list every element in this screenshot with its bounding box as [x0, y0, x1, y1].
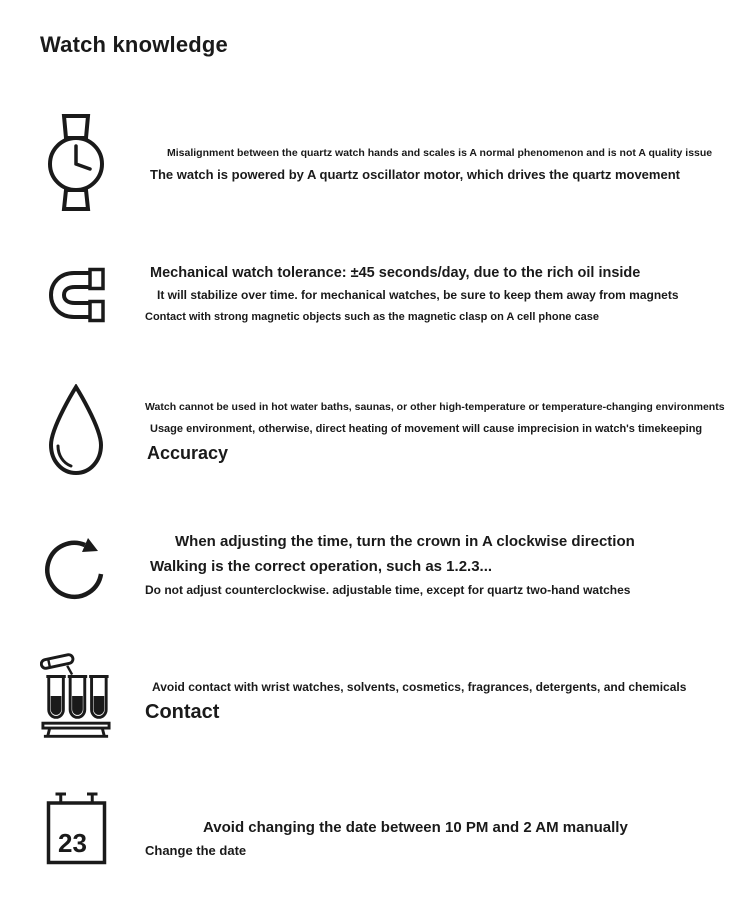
section-time-adjustment: [0, 520, 750, 603]
section-text: [145, 380, 750, 466]
section-text: [145, 110, 750, 186]
note-line: The watch is powered by A quartz oscillator motor, which drives the quartz movement: [150, 167, 680, 182]
wristwatch-icon: [40, 114, 112, 211]
water-drop-icon: [40, 384, 112, 478]
section-accuracy: [0, 380, 750, 478]
note-line: Watch cannot be used in hot water baths, saunas, or other high-temperature or temperature-changing environments: [145, 401, 725, 413]
note-line: Walking is the correct operation, such as 1.2.3...: [150, 558, 493, 575]
note-line: Usage environment, otherwise, direct heating of movement will cause imprecision in watch's timekeeping: [150, 423, 703, 435]
section-text: [145, 788, 750, 862]
section-text: [145, 258, 750, 328]
calendar-icon: [40, 790, 112, 866]
section-heading: Contact: [145, 701, 220, 723]
note-line: Mechanical watch tolerance: ±45 seconds/day, due to the rich oil inside: [150, 265, 641, 281]
magnet-icon: [40, 266, 112, 324]
section-text: [145, 645, 750, 726]
section-chemical-contact: [0, 645, 750, 740]
note-line: Avoid changing the date between 10 PM and 2 AM manually: [203, 819, 628, 836]
test-tubes-icon: [40, 648, 112, 740]
note-line: Do not adjust counterclockwise. adjustable time, except for quartz two-hand watches: [145, 583, 631, 597]
note-line: Change the date: [145, 843, 247, 858]
rotate-clockwise-icon: [40, 527, 112, 603]
note-line: It will stabilize over time. for mechanical watches, be sure to keep them away from magnets: [157, 288, 679, 302]
section-magnetism: [0, 258, 750, 328]
calendar-day-number: 23: [57, 828, 87, 858]
section-quartz-movement: [0, 110, 750, 211]
page-title: Watch knowledge: [40, 32, 228, 57]
note-line: Avoid contact with wrist watches, solvents, cosmetics, fragrances, detergents, and chemicals: [152, 680, 687, 694]
note-line: Misalignment between the quartz watch hands and scales is A normal phenomenon and is not A quality issue: [167, 147, 713, 159]
section-heading: Accuracy: [147, 443, 229, 463]
section-date-change: [0, 788, 750, 866]
note-line: Contact with strong magnetic objects such as the magnetic clasp on A cell phone case: [145, 311, 599, 323]
section-text: [145, 520, 750, 601]
note-line: When adjusting the time, turn the crown in A clockwise direction: [175, 533, 635, 550]
